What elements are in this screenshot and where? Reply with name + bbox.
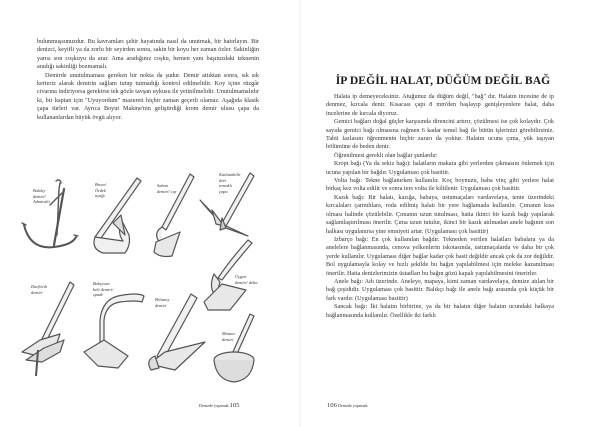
anchor-label-delta: Üçgen demiri/ delta: [235, 274, 258, 285]
paragraph: Kropi bağı (Ya da sekiz bağı): halatların makara gibi yerlerden çıkmasını önlemek için ucuna yapılan bir bağdır. Uygulaması çok basittir.: [326, 160, 554, 176]
running-title: Denizde yaşamak: [199, 403, 229, 408]
left-page-footer: [199, 402, 240, 409]
paragraph: Izbarço bağı: En çok kullanılan bağdır. Tekneden verilen halatları babalara ya da anelelere bağlanmasında, cenova yelkenlerin iskotasında, ustumaçalarda ve daha bir çok yerde kullanılır. Uygulaması diğer bağlar kadar çok basit değildir ancak çok da zor değildir. Bol uygulamayla kolay ve hızlı şekilde bu bağın yapılabilmesi için meleke kazanılması önerilir. Hatta denizlerimizin üstadları bu bağın gözü kapalı yapılabilmesini önerirler.: [326, 235, 554, 277]
paragraph: Öğrenilmesi gerekli olan bağlar şunlardır:: [334, 151, 438, 159]
anchor-label-danforth: Danforth demiri: [31, 284, 48, 295]
paragraph: Gemici bağları doğal güçler karşısında direncini artırır, çözülmesi ise çok kolaydır. Çok sayıda gemici bağı olmasına rağmen 6 kadar temel bağ ile bütün işlerinizi görebilirsiniz. Tabii fazlasını öğrenmenin hiçbir zararı da yoktur. Halatın ucuna çıma, yük taşıyan bölümüne de beden denir.: [326, 118, 554, 151]
right-page: [300, 0, 600, 427]
page-number: 106: [327, 402, 337, 409]
anchor-label-bruce: Bruce/ Ördek ayağı: [95, 182, 107, 199]
chapter-heading: İP DEĞİL HALAT, DÜĞÜM DEĞİL BAĞ: [335, 74, 551, 87]
right-page-footer: [327, 402, 368, 409]
page-number: 105: [229, 402, 240, 409]
anchor-label-admiralty: Balıkçı demiri/ Admiralti: [33, 188, 50, 205]
running-title: Denizde yaşamak: [337, 403, 368, 408]
anchor-label-spade: Bahçıvan beli demiri/ spade: [93, 281, 114, 298]
left-body-text: [37, 38, 259, 122]
anchor-label-brittany: Brittany demiri: [155, 297, 170, 308]
mushroom-anchor-illustration: [210, 312, 260, 387]
admiralty-anchor-illustration: [20, 175, 80, 255]
anchor-label-plow: Saban demiri/ cqr: [157, 183, 177, 194]
right-body-text: [326, 93, 554, 320]
paragraph: Sancak bağı: İki halatın birbirine, ya da bir halatın diğer halatın ucundaki halkaya bağlanmasında kullanılır. Özellikle iki farklı: [326, 303, 554, 319]
bruce-anchor-illustration: [85, 175, 145, 260]
anchor-label-folding: Katlanabilir dört tırnaklı çapa: [219, 172, 241, 194]
danforth-anchor-illustration: [20, 280, 80, 380]
paragraph: Anele bağı: Adı üzerinde. Aneleye, mapaya, kimi zaman vardavelaya, demize atılan bir bağ çeşididir. Uygulaması çok basittir. Balıkçı bağı ile anele bağı arasında çok küçük bir fark vardır. (Uygulaması basittir): [326, 277, 554, 302]
paragraph: bulunmuşsunuzdur. Bu kavramları şehir hayatında nasıl da unutmak, bir hatırlayın. Bir denizci, keyifli ya da zorlu bir seyirden sonra, sakin bir koyu her zaman özler. Sakinliğin yarısı son coşkuyu da arar. Ama aradığınız coşku, hemen yanı başınızdaki teknenin aradığı sakinliği bozmamalı.: [37, 38, 259, 71]
paragraph: Volta bağı: Tekne bağlanırken kullanılır. Koç boynuzu, baba vinç gibi yerlere halat birkaç kez volta edilir ve sonra ters volta ile kilitlenir. Uygulaması çok basittir.: [326, 177, 554, 193]
anchor-label-mushroom: Mantar demiri: [222, 331, 236, 342]
paragraph: Halata ip demeyeceksiniz. Atuğunuz da düğüm değil, "bağ" dır. Halatın incesine de ip denmez, kırcala denir. Kısacası çapı 8 mm'den başlayıp genişleyenlere halat, daha incelerine de kırcala diyoruz.: [326, 93, 554, 117]
paragraph: Demirde unutulmaması gereken bir nokta da şudur. Demir attıktan sonra, sık sık kerteriz alarak demirin sağlam tutup tutmadığı kontrol edilmelidir. Koy içine rüzgâr civarına indiriyorsa gerekirse tek gözle tavşan uykusu ile yetinilmelidir. Unutulmamalıdır ki, bir kaptan için "Uyuyordum" mazereti hiçbir zaman geçerli olamaz. Aşağıda klasik çapa türleri var. Ayrıca Boyut Makine'nin geliştirdiği krom demir ulusu çapa da kullananlardan büyük övgü alıyor.: [37, 71, 259, 121]
paragraph: Kazık bağı: Bir halatı, kazığa, babaya, ustumaçaları vardavelaya, tente üzerindeki kırcalaları çarmıhlara, roda edilmiş halatı bir yere bağlamada kullanılır. Çımanın kısa olması halinde çözülebilir. Çımanın uzun tutulması, hatta ikinci bir kazık bağı yapılarak sağlamlaştırılması önerilir. Çıma uzun tutulur, ikinci bir kazık atılmadan anele bağının son halkası uygulanırsa yine emniyeti artar. (Uygulaması çok basittir): [326, 193, 554, 235]
brittany-anchor-illustration: [135, 290, 210, 380]
